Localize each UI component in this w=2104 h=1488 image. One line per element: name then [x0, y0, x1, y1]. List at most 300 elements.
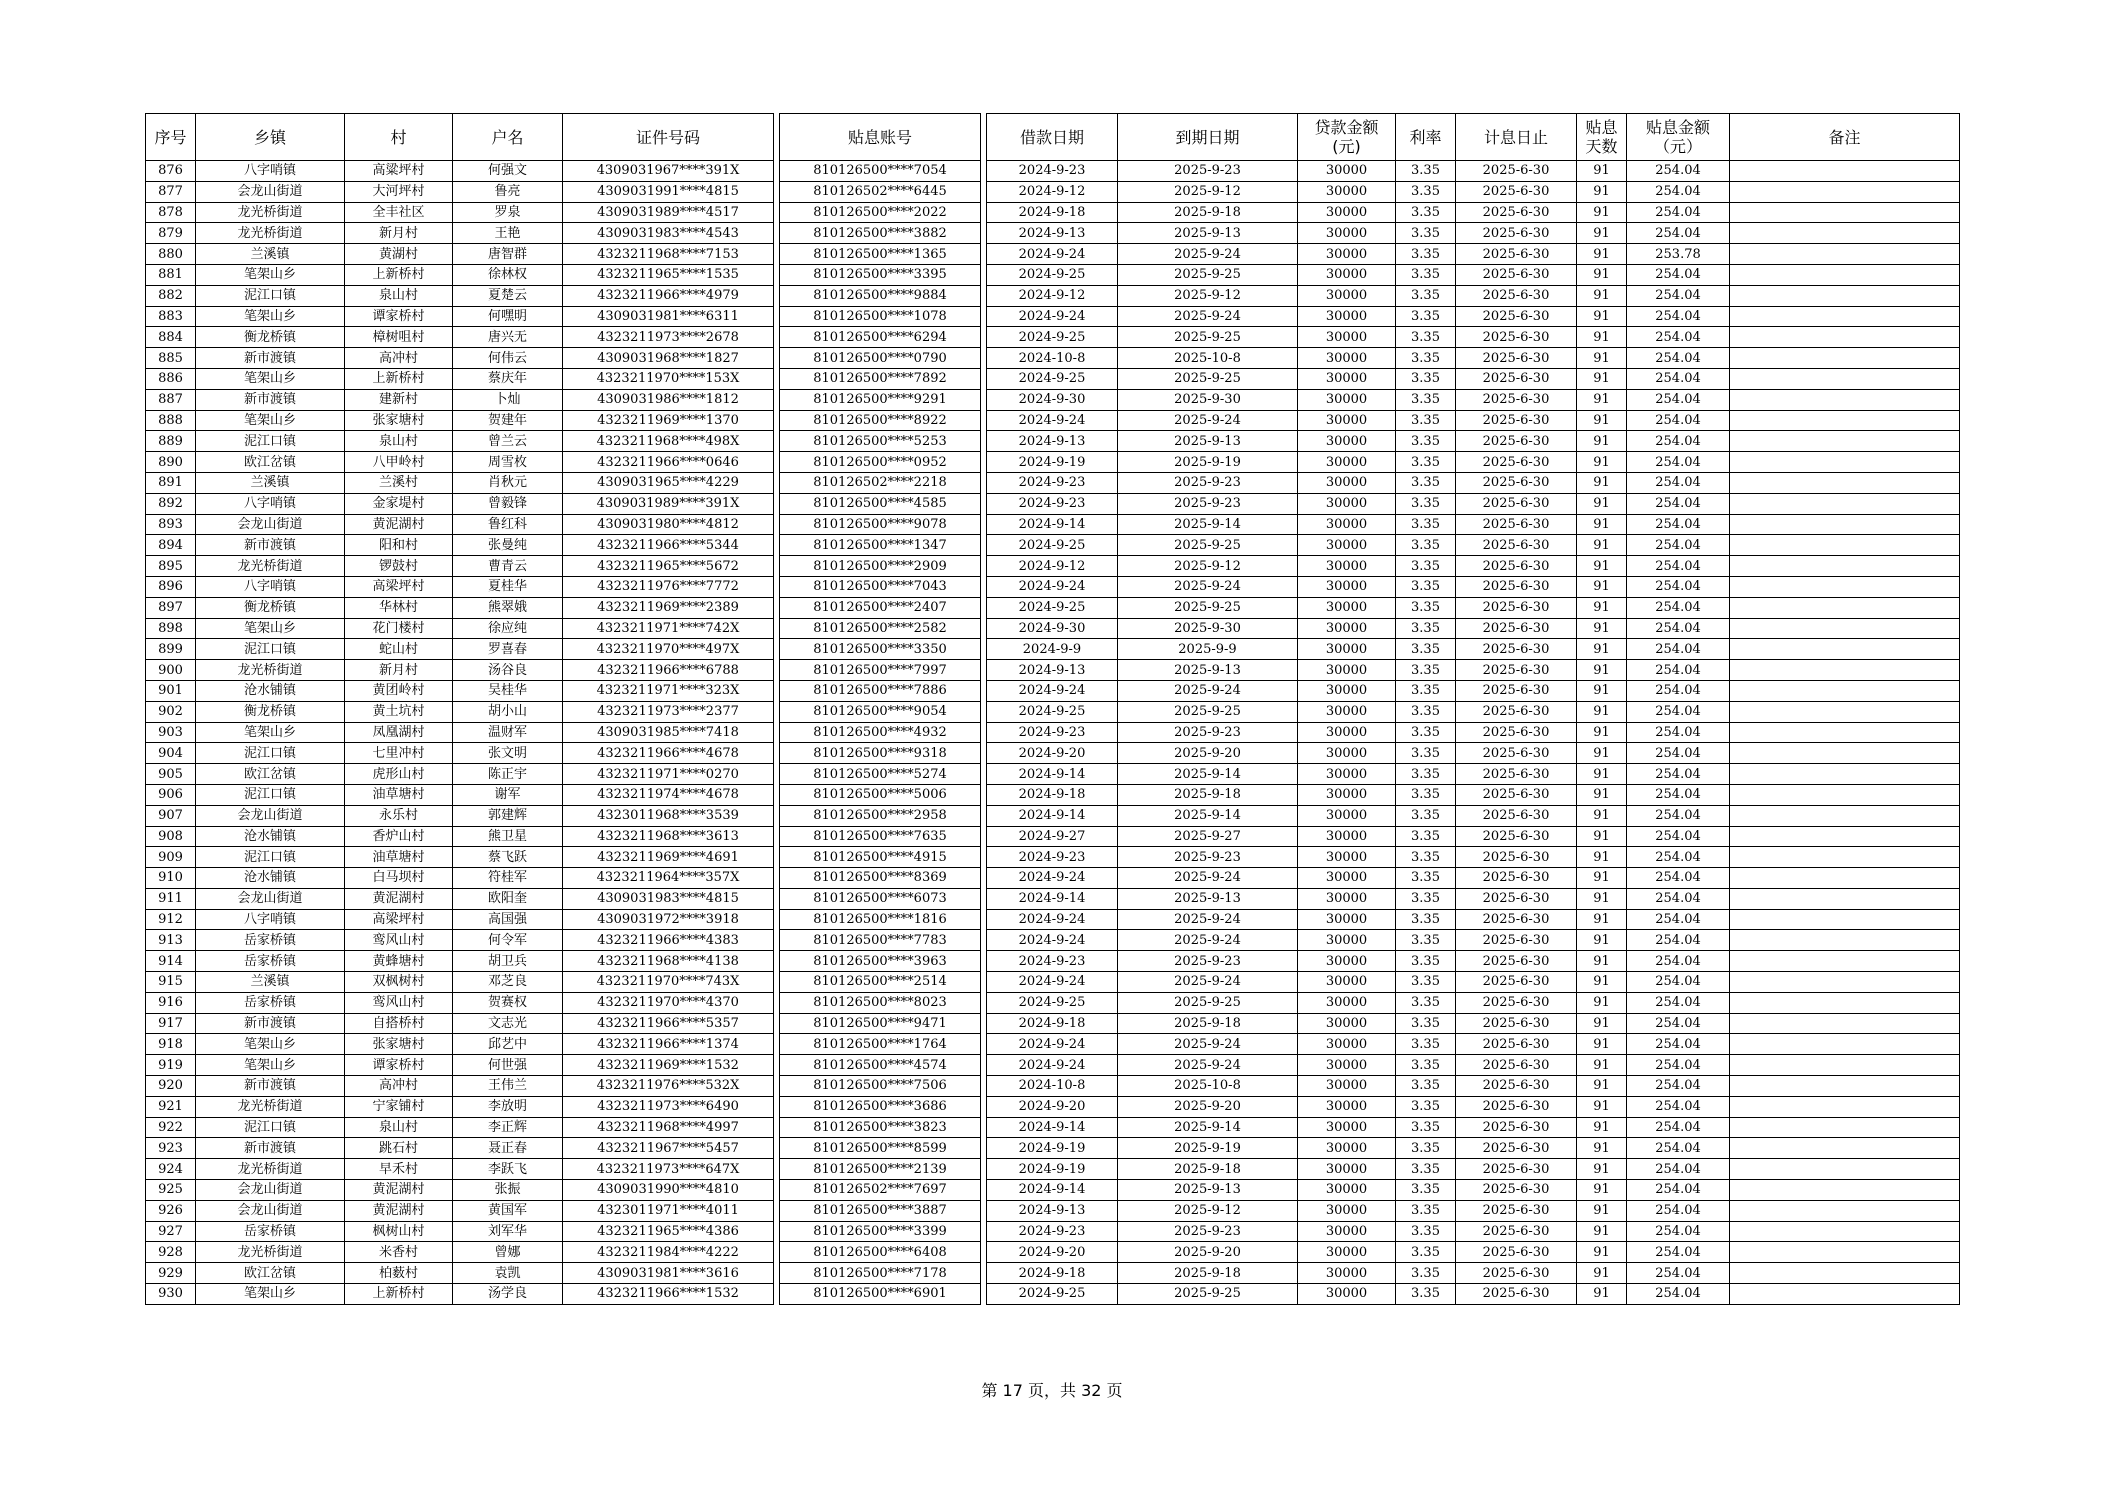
- cell-subsidy-days: 91: [1577, 327, 1627, 348]
- cell-account-name: 夏楚云: [453, 285, 563, 306]
- cell-rate: 3.35: [1396, 680, 1456, 701]
- table-row: [146, 764, 1960, 785]
- table-row: [146, 701, 1960, 722]
- cell-subsidy-amount: 254.04: [1627, 202, 1730, 223]
- cell-loan-amount: 30000: [1298, 868, 1396, 889]
- cell-interest-end: 2025-6-30: [1456, 722, 1577, 743]
- cell-subsidy-account: 810126500****7178: [780, 1263, 981, 1284]
- cell-account-name: 何嘿明: [453, 306, 563, 327]
- cell-subsidy-days: 91: [1577, 514, 1627, 535]
- cell-account-name: 文志光: [453, 1013, 563, 1034]
- cell-due-date: 2025-9-18: [1118, 1159, 1298, 1180]
- cell-township: 沧水铺镇: [196, 868, 345, 889]
- cell-loan-amount: 30000: [1298, 1200, 1396, 1221]
- cell-subsidy-amount: 254.04: [1627, 389, 1730, 410]
- cell-subsidy-amount: 254.04: [1627, 888, 1730, 909]
- header-due-date: 到期日期: [1118, 114, 1298, 161]
- cell-subsidy-amount: 254.04: [1627, 1263, 1730, 1284]
- cell-township: 泥江口镇: [196, 847, 345, 868]
- cell-index: 893: [146, 514, 196, 535]
- cell-index: 888: [146, 410, 196, 431]
- cell-loan-date: 2024-9-12: [987, 285, 1118, 306]
- cell-interest-end: 2025-6-30: [1456, 1034, 1577, 1055]
- cell-subsidy-amount: 254.04: [1627, 535, 1730, 556]
- cell-subsidy-amount: 254.04: [1627, 930, 1730, 951]
- cell-interest-end: 2025-6-30: [1456, 264, 1577, 285]
- cell-subsidy-amount: 253.78: [1627, 244, 1730, 265]
- cell-township: 泥江口镇: [196, 285, 345, 306]
- cell-village: 全丰社区: [345, 202, 453, 223]
- cell-due-date: 2025-9-25: [1118, 701, 1298, 722]
- cell-subsidy-amount: 254.04: [1627, 639, 1730, 660]
- cell-index: 898: [146, 618, 196, 639]
- table-row: [146, 1138, 1960, 1159]
- cell-index: 885: [146, 348, 196, 369]
- cell-id-number: 4309031967****391X: [563, 161, 774, 182]
- cell-rate: 3.35: [1396, 348, 1456, 369]
- cell-remarks: [1730, 431, 1960, 452]
- cell-account-name: 夏桂华: [453, 576, 563, 597]
- cell-rate: 3.35: [1396, 431, 1456, 452]
- cell-subsidy-days: 91: [1577, 722, 1627, 743]
- cell-interest-end: 2025-6-30: [1456, 992, 1577, 1013]
- cell-township: 沧水铺镇: [196, 826, 345, 847]
- cell-subsidy-account: 810126500****2514: [780, 972, 981, 993]
- cell-index: 903: [146, 722, 196, 743]
- cell-id-number: 4323211969****2389: [563, 597, 774, 618]
- cell-account-name: 熊翠娥: [453, 597, 563, 618]
- cell-subsidy-days: 91: [1577, 909, 1627, 930]
- cell-subsidy-account: 810126500****3823: [780, 1117, 981, 1138]
- cell-village: 黄团岭村: [345, 680, 453, 701]
- cell-township: 衡龙桥镇: [196, 597, 345, 618]
- cell-account-name: 唐智群: [453, 244, 563, 265]
- cell-village: 泉山村: [345, 431, 453, 452]
- cell-id-number: 4323211968****7153: [563, 244, 774, 265]
- cell-loan-amount: 30000: [1298, 972, 1396, 993]
- cell-account-name: 罗泉: [453, 202, 563, 223]
- table-row: [146, 1180, 1960, 1201]
- cell-account-name: 李放明: [453, 1096, 563, 1117]
- cell-subsidy-days: 91: [1577, 1138, 1627, 1159]
- cell-account-name: 何令军: [453, 930, 563, 951]
- cell-loan-date: 2024-9-25: [987, 992, 1118, 1013]
- cell-remarks: [1730, 1284, 1960, 1305]
- table-row: [146, 1034, 1960, 1055]
- cell-subsidy-account: 810126500****5274: [780, 764, 981, 785]
- cell-remarks: [1730, 223, 1960, 244]
- cell-due-date: 2025-9-24: [1118, 972, 1298, 993]
- cell-subsidy-amount: 254.04: [1627, 992, 1730, 1013]
- cell-due-date: 2025-9-24: [1118, 930, 1298, 951]
- cell-subsidy-days: 91: [1577, 472, 1627, 493]
- cell-subsidy-days: 91: [1577, 576, 1627, 597]
- cell-account-name: 汤学良: [453, 1284, 563, 1305]
- cell-id-number: 4323211971****323X: [563, 680, 774, 701]
- cell-subsidy-account: 810126500****3686: [780, 1096, 981, 1117]
- cell-subsidy-days: 91: [1577, 431, 1627, 452]
- cell-index: 905: [146, 764, 196, 785]
- cell-interest-end: 2025-6-30: [1456, 1013, 1577, 1034]
- cell-remarks: [1730, 951, 1960, 972]
- cell-loan-date: 2024-9-14: [987, 888, 1118, 909]
- table-row: [146, 1013, 1960, 1034]
- cell-rate: 3.35: [1396, 556, 1456, 577]
- cell-id-number: 4323211966****6788: [563, 660, 774, 681]
- cell-index: 886: [146, 368, 196, 389]
- cell-index: 918: [146, 1034, 196, 1055]
- cell-loan-date: 2024-9-20: [987, 1096, 1118, 1117]
- cell-account-name: 邓芝良: [453, 972, 563, 993]
- cell-id-number: 4309031985****7418: [563, 722, 774, 743]
- cell-village: 上新桥村: [345, 368, 453, 389]
- cell-index: 878: [146, 202, 196, 223]
- cell-index: 927: [146, 1221, 196, 1242]
- cell-rate: 3.35: [1396, 1284, 1456, 1305]
- cell-loan-date: 2024-9-19: [987, 1159, 1118, 1180]
- cell-loan-date: 2024-9-24: [987, 244, 1118, 265]
- cell-subsidy-account: 810126500****0790: [780, 348, 981, 369]
- cell-remarks: [1730, 181, 1960, 202]
- cell-account-name: 谢军: [453, 784, 563, 805]
- cell-subsidy-amount: 254.04: [1627, 1242, 1730, 1263]
- table-row: [146, 597, 1960, 618]
- cell-township: 岳家桥镇: [196, 951, 345, 972]
- cell-rate: 3.35: [1396, 805, 1456, 826]
- cell-account-name: 王伟兰: [453, 1076, 563, 1097]
- cell-loan-amount: 30000: [1298, 701, 1396, 722]
- cell-index: 916: [146, 992, 196, 1013]
- cell-remarks: [1730, 202, 1960, 223]
- cell-loan-amount: 30000: [1298, 909, 1396, 930]
- table-row: [146, 722, 1960, 743]
- cell-interest-end: 2025-6-30: [1456, 930, 1577, 951]
- cell-loan-date: 2024-9-30: [987, 618, 1118, 639]
- cell-index: 876: [146, 161, 196, 182]
- table-row: [146, 1242, 1960, 1263]
- cell-due-date: 2025-9-20: [1118, 1096, 1298, 1117]
- cell-rate: 3.35: [1396, 826, 1456, 847]
- cell-subsidy-amount: 254.04: [1627, 1055, 1730, 1076]
- cell-subsidy-amount: 254.04: [1627, 847, 1730, 868]
- cell-remarks: [1730, 1159, 1960, 1180]
- table-row: [146, 202, 1960, 223]
- cell-index: 929: [146, 1263, 196, 1284]
- cell-interest-end: 2025-6-30: [1456, 660, 1577, 681]
- cell-remarks: [1730, 1076, 1960, 1097]
- cell-loan-amount: 30000: [1298, 514, 1396, 535]
- cell-subsidy-days: 91: [1577, 161, 1627, 182]
- cell-loan-date: 2024-9-14: [987, 1117, 1118, 1138]
- cell-township: 笔架山乡: [196, 1055, 345, 1076]
- header-village: 村: [345, 114, 453, 161]
- cell-interest-end: 2025-6-30: [1456, 348, 1577, 369]
- cell-township: 会龙山街道: [196, 888, 345, 909]
- cell-subsidy-account: 810126500****9884: [780, 285, 981, 306]
- cell-subsidy-days: 91: [1577, 535, 1627, 556]
- cell-subsidy-days: 91: [1577, 784, 1627, 805]
- cell-loan-amount: 30000: [1298, 784, 1396, 805]
- cell-rate: 3.35: [1396, 639, 1456, 660]
- cell-village: 花门楼村: [345, 618, 453, 639]
- cell-index: 896: [146, 576, 196, 597]
- cell-account-name: 陈正宇: [453, 764, 563, 785]
- cell-township: 岳家桥镇: [196, 1221, 345, 1242]
- cell-interest-end: 2025-6-30: [1456, 826, 1577, 847]
- cell-remarks: [1730, 576, 1960, 597]
- cell-loan-date: 2024-9-23: [987, 493, 1118, 514]
- cell-interest-end: 2025-6-30: [1456, 1138, 1577, 1159]
- cell-loan-date: 2024-9-25: [987, 701, 1118, 722]
- cell-interest-end: 2025-6-30: [1456, 1055, 1577, 1076]
- cell-rate: 3.35: [1396, 306, 1456, 327]
- cell-remarks: [1730, 618, 1960, 639]
- table-row: [146, 535, 1960, 556]
- cell-village: 油草塘村: [345, 784, 453, 805]
- cell-village: 高梁坪村: [345, 576, 453, 597]
- cell-rate: 3.35: [1396, 161, 1456, 182]
- cell-township: 会龙山街道: [196, 805, 345, 826]
- cell-account-name: 李正辉: [453, 1117, 563, 1138]
- cell-loan-amount: 30000: [1298, 722, 1396, 743]
- cell-index: 923: [146, 1138, 196, 1159]
- cell-rate: 3.35: [1396, 452, 1456, 473]
- cell-subsidy-account: 810126500****2958: [780, 805, 981, 826]
- cell-due-date: 2025-9-12: [1118, 556, 1298, 577]
- cell-id-number: 4323011968****3539: [563, 805, 774, 826]
- cell-interest-end: 2025-6-30: [1456, 1096, 1577, 1117]
- cell-interest-end: 2025-6-30: [1456, 868, 1577, 889]
- cell-township: 新市渡镇: [196, 389, 345, 410]
- cell-loan-date: 2024-9-14: [987, 514, 1118, 535]
- cell-account-name: 唐兴无: [453, 327, 563, 348]
- cell-subsidy-days: 91: [1577, 493, 1627, 514]
- cell-interest-end: 2025-6-30: [1456, 306, 1577, 327]
- table-row: [146, 410, 1960, 431]
- cell-rate: 3.35: [1396, 1117, 1456, 1138]
- cell-village: 高梁坪村: [345, 909, 453, 930]
- cell-account-name: 汤谷良: [453, 660, 563, 681]
- cell-subsidy-account: 810126502****2218: [780, 472, 981, 493]
- table-row: [146, 264, 1960, 285]
- cell-id-number: 4323211966****1374: [563, 1034, 774, 1055]
- cell-id-number: 4323211973****647X: [563, 1159, 774, 1180]
- table-row: [146, 639, 1960, 660]
- table-row: [146, 472, 1960, 493]
- cell-due-date: 2025-9-24: [1118, 868, 1298, 889]
- cell-loan-date: 2024-9-18: [987, 1013, 1118, 1034]
- cell-index: 917: [146, 1013, 196, 1034]
- header-township: 乡镇: [196, 114, 345, 161]
- cell-village: 黄湖村: [345, 244, 453, 265]
- table-row: [146, 556, 1960, 577]
- cell-rate: 3.35: [1396, 1221, 1456, 1242]
- cell-id-number: 4323211967****5457: [563, 1138, 774, 1159]
- cell-township: 龙光桥街道: [196, 1242, 345, 1263]
- header-loan-amount: 贷款金额 (元): [1298, 114, 1396, 161]
- cell-subsidy-account: 810126500****8369: [780, 868, 981, 889]
- cell-remarks: [1730, 847, 1960, 868]
- cell-interest-end: 2025-6-30: [1456, 951, 1577, 972]
- cell-interest-end: 2025-6-30: [1456, 743, 1577, 764]
- cell-remarks: [1730, 327, 1960, 348]
- cell-id-number: 4323211971****742X: [563, 618, 774, 639]
- cell-index: 907: [146, 805, 196, 826]
- cell-village: 泉山村: [345, 285, 453, 306]
- cell-remarks: [1730, 597, 1960, 618]
- cell-account-name: 邱艺中: [453, 1034, 563, 1055]
- cell-due-date: 2025-9-13: [1118, 431, 1298, 452]
- cell-village: 永乐村: [345, 805, 453, 826]
- cell-subsidy-days: 91: [1577, 1013, 1627, 1034]
- cell-loan-amount: 30000: [1298, 410, 1396, 431]
- cell-due-date: 2025-9-24: [1118, 1055, 1298, 1076]
- header-index: 序号: [146, 114, 196, 161]
- cell-index: 928: [146, 1242, 196, 1263]
- cell-subsidy-amount: 254.04: [1627, 1180, 1730, 1201]
- cell-subsidy-amount: 254.04: [1627, 1138, 1730, 1159]
- table-row: [146, 992, 1960, 1013]
- cell-remarks: [1730, 888, 1960, 909]
- cell-rate: 3.35: [1396, 285, 1456, 306]
- cell-subsidy-amount: 254.04: [1627, 680, 1730, 701]
- cell-rate: 3.35: [1396, 1200, 1456, 1221]
- cell-id-number: 4309031981****3616: [563, 1263, 774, 1284]
- cell-subsidy-days: 91: [1577, 701, 1627, 722]
- cell-account-name: 张振: [453, 1180, 563, 1201]
- cell-interest-end: 2025-6-30: [1456, 639, 1577, 660]
- cell-township: 笔架山乡: [196, 618, 345, 639]
- cell-index: 922: [146, 1117, 196, 1138]
- cell-due-date: 2025-9-18: [1118, 1263, 1298, 1284]
- cell-interest-end: 2025-6-30: [1456, 909, 1577, 930]
- cell-subsidy-account: 810126500****7997: [780, 660, 981, 681]
- cell-interest-end: 2025-6-30: [1456, 1200, 1577, 1221]
- cell-loan-amount: 30000: [1298, 1263, 1396, 1284]
- cell-village: 上新桥村: [345, 1284, 453, 1305]
- cell-id-number: 4323211966****0646: [563, 452, 774, 473]
- cell-due-date: 2025-9-12: [1118, 1200, 1298, 1221]
- cell-township: 泥江口镇: [196, 784, 345, 805]
- cell-id-number: 4309031989****391X: [563, 493, 774, 514]
- cell-due-date: 2025-9-13: [1118, 888, 1298, 909]
- cell-loan-amount: 30000: [1298, 223, 1396, 244]
- cell-subsidy-amount: 254.04: [1627, 951, 1730, 972]
- table-row: [146, 576, 1960, 597]
- cell-village: 米香村: [345, 1242, 453, 1263]
- cell-subsidy-amount: 254.04: [1627, 1096, 1730, 1117]
- cell-subsidy-days: 91: [1577, 847, 1627, 868]
- cell-account-name: 何伟云: [453, 348, 563, 369]
- cell-subsidy-days: 91: [1577, 868, 1627, 889]
- cell-township: 笔架山乡: [196, 264, 345, 285]
- cell-due-date: 2025-9-18: [1118, 1013, 1298, 1034]
- cell-remarks: [1730, 1242, 1960, 1263]
- cell-account-name: 蔡庆年: [453, 368, 563, 389]
- cell-subsidy-amount: 254.04: [1627, 285, 1730, 306]
- cell-subsidy-days: 91: [1577, 639, 1627, 660]
- cell-id-number: 4309031989****4517: [563, 202, 774, 223]
- cell-remarks: [1730, 264, 1960, 285]
- cell-township: 新市渡镇: [196, 1013, 345, 1034]
- cell-due-date: 2025-9-23: [1118, 493, 1298, 514]
- cell-loan-date: 2024-9-24: [987, 868, 1118, 889]
- cell-index: 892: [146, 493, 196, 514]
- cell-id-number: 4323211968****4138: [563, 951, 774, 972]
- cell-loan-date: 2024-9-24: [987, 410, 1118, 431]
- cell-due-date: 2025-9-24: [1118, 244, 1298, 265]
- cell-rate: 3.35: [1396, 576, 1456, 597]
- cell-due-date: 2025-9-25: [1118, 264, 1298, 285]
- cell-remarks: [1730, 348, 1960, 369]
- cell-due-date: 2025-9-25: [1118, 368, 1298, 389]
- table-row: [146, 826, 1960, 847]
- cell-due-date: 2025-9-13: [1118, 1180, 1298, 1201]
- cell-interest-end: 2025-6-30: [1456, 327, 1577, 348]
- header-subsidy-days: 贴息 天数: [1577, 114, 1627, 161]
- cell-remarks: [1730, 680, 1960, 701]
- cell-rate: 3.35: [1396, 493, 1456, 514]
- cell-remarks: [1730, 452, 1960, 473]
- cell-subsidy-account: 810126500****9054: [780, 701, 981, 722]
- cell-loan-amount: 30000: [1298, 327, 1396, 348]
- cell-village: 宁家铺村: [345, 1096, 453, 1117]
- cell-rate: 3.35: [1396, 972, 1456, 993]
- cell-id-number: 4323211966****4383: [563, 930, 774, 951]
- cell-due-date: 2025-9-30: [1118, 389, 1298, 410]
- cell-index: 924: [146, 1159, 196, 1180]
- cell-remarks: [1730, 868, 1960, 889]
- cell-subsidy-account: 810126500****8599: [780, 1138, 981, 1159]
- cell-township: 八字哨镇: [196, 909, 345, 930]
- cell-index: 902: [146, 701, 196, 722]
- cell-subsidy-days: 91: [1577, 244, 1627, 265]
- cell-loan-date: 2024-9-24: [987, 909, 1118, 930]
- cell-remarks: [1730, 1180, 1960, 1201]
- cell-account-name: 欧阳奎: [453, 888, 563, 909]
- cell-rate: 3.35: [1396, 1159, 1456, 1180]
- cell-id-number: 4323211966****5357: [563, 1013, 774, 1034]
- cell-rate: 3.35: [1396, 1034, 1456, 1055]
- cell-village: 白马坝村: [345, 868, 453, 889]
- cell-loan-date: 2024-9-23: [987, 951, 1118, 972]
- cell-subsidy-days: 91: [1577, 992, 1627, 1013]
- cell-village: 樟树咀村: [345, 327, 453, 348]
- cell-subsidy-amount: 254.04: [1627, 368, 1730, 389]
- cell-loan-date: 2024-9-14: [987, 1180, 1118, 1201]
- cell-loan-amount: 30000: [1298, 181, 1396, 202]
- cell-remarks: [1730, 161, 1960, 182]
- cell-subsidy-account: 810126500****2909: [780, 556, 981, 577]
- cell-subsidy-account: 810126500****7783: [780, 930, 981, 951]
- cell-index: 882: [146, 285, 196, 306]
- cell-township: 新市渡镇: [196, 1138, 345, 1159]
- cell-subsidy-days: 91: [1577, 930, 1627, 951]
- cell-loan-date: 2024-9-19: [987, 452, 1118, 473]
- cell-subsidy-account: 810126500****6408: [780, 1242, 981, 1263]
- cell-rate: 3.35: [1396, 244, 1456, 265]
- cell-loan-date: 2024-9-27: [987, 826, 1118, 847]
- cell-account-name: 黄国军: [453, 1200, 563, 1221]
- cell-due-date: 2025-9-25: [1118, 327, 1298, 348]
- cell-loan-date: 2024-9-30: [987, 389, 1118, 410]
- cell-rate: 3.35: [1396, 1055, 1456, 1076]
- cell-village: 鸾风山村: [345, 992, 453, 1013]
- cell-village: 华林村: [345, 597, 453, 618]
- cell-account-name: 周雪枚: [453, 452, 563, 473]
- cell-rate: 3.35: [1396, 992, 1456, 1013]
- cell-interest-end: 2025-6-30: [1456, 556, 1577, 577]
